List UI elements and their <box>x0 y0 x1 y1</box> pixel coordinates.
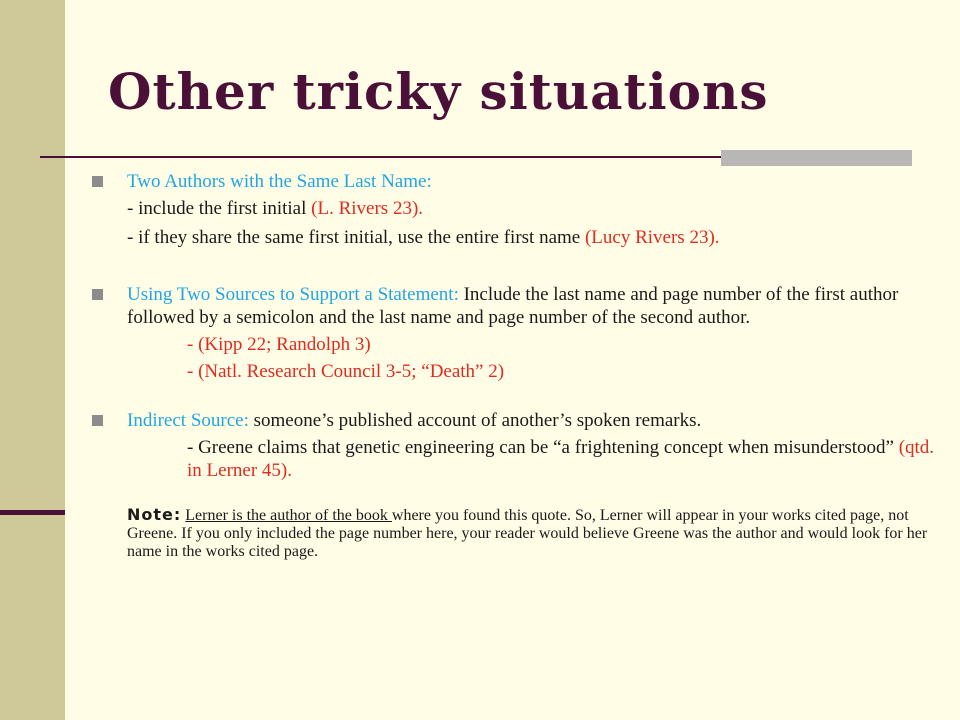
citation-l-rivers: (L. Rivers 23). <box>311 198 424 219</box>
indirect-source-body: someone’s published account of another’s spoken remarks. <box>248 410 702 431</box>
bullet-two-sources <box>92 283 942 383</box>
heading-same-last-name: Two Authors with the Same Last Name: <box>127 171 432 192</box>
citation-natl-research: - (Natl. Research Council 3-5; “Death” 2) <box>187 361 505 382</box>
citation-kipp-randolph: - (Kipp 22; Randolph 3) <box>187 334 371 355</box>
same-last-name-line1: - include the first initial <box>127 198 312 219</box>
note-underlined-text: Lerner is the author of the book <box>185 507 392 524</box>
bullet-square-icon <box>92 176 103 187</box>
left-sidebar-band <box>0 0 65 720</box>
heading-two-sources: Using Two Sources to Support a Statement: <box>127 284 459 305</box>
note-label: Note: <box>127 505 182 524</box>
slide-content <box>92 170 942 561</box>
note-body: where you found this quote. So, Lerner will appear in your works cited page, not Greene. If you only included the page number here, your reader would believe Greene was the author and would look for her name in the works cited page. <box>127 507 928 560</box>
citation-qtd-lerner: (qtd. in Lerner 45). <box>187 437 935 481</box>
sidebar-accent-bar <box>0 510 65 515</box>
bullet-indirect-source <box>92 409 942 482</box>
heading-indirect-source: Indirect Source: <box>127 410 249 431</box>
bullet-square-icon <box>92 415 103 426</box>
bullet-same-last-name <box>92 170 942 249</box>
title-divider-accent <box>721 150 912 166</box>
bullet-square-icon <box>92 289 103 300</box>
citation-lucy-rivers: (Lucy Rivers 23). <box>584 227 720 248</box>
two-sources-body: Include the last name and page number of the first author followed by a semicolon and the last name and page number of the second author. <box>127 284 899 328</box>
slide-title: Other tricky situations <box>108 62 769 121</box>
same-last-name-line2: - if they share the same first initial, use the entire first name <box>127 227 585 248</box>
note-paragraph <box>92 506 942 561</box>
greene-example: - Greene claims that genetic engineering can be “a frightening concept when misunderstood” <box>187 437 899 458</box>
